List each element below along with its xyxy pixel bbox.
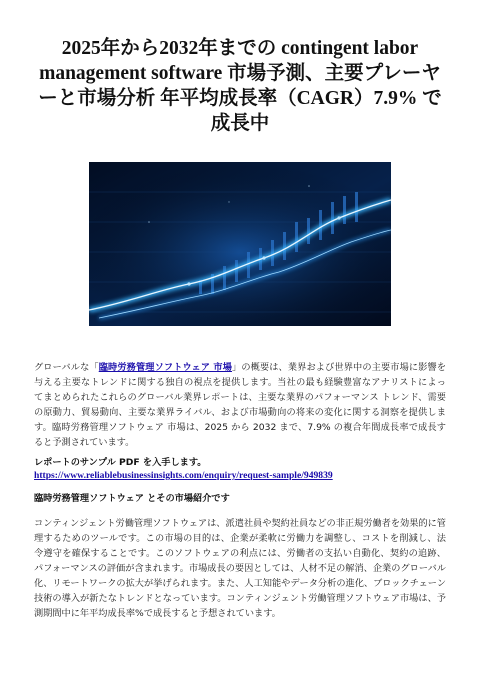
sample-pdf-heading: レポートのサンプル PDF を入手します。 xyxy=(34,457,207,468)
hero-image-growth-chart xyxy=(89,162,391,326)
intro-text-before-link: グローバルな「 xyxy=(34,362,99,373)
sample-request-link[interactable]: https://www.reliablebusinessinsights.com/enquiry/request-sample/949839 xyxy=(34,470,333,481)
intro-text-after-link: 」の概要は、業界および世界中の主要市場に影響を与える主要なトレンドに関する独自の視点を提供します。当社の最も経験豊富なアナリストによってまとめられたこれらのグローバル業界レポートは、主要な業界のパフォーマンス トレンド、需要の原動力、貿易動向、主要な業界ライバル、および市場動向の将来の変化に関する洞察を提供します。臨時労務管理ソフトウェア 市場は、2025 から 2032 まで、7.9% の複合年間成長率で成長すると予測されています。 xyxy=(34,362,447,448)
section-heading: 臨時労務管理ソフトウェア とその市場紹介です xyxy=(34,493,230,504)
section-body-paragraph: コンティンジェント労働管理ソフトウェアは、派遣社員や契約社員などの非正規労働者を効果的に管理するためのツールです。この市場の目的は、企業が柔軟に労働力を調整し、コストを削減し、法令遵守を確保することです。このソフトウェアの利点には、労働者の支払い自動化、契約の追跡、パフォーマンスの評価が含まれます。市場成長の要因としては、人材不足の解消、企業のグローバル化、リモートワークの拡大が挙げられます。また、人工知能やデータ分析の進化、ブロックチェーン技術の導入が新たなトレンドとなっています。コンティンジェント労働管理ソフトウェア市場は、予測期間中に年平均成長率%で成長すると予想されています。 xyxy=(34,518,446,619)
market-report-link[interactable]: 臨時労務管理ソフトウェア 市場 xyxy=(98,362,233,373)
document-title: 2025年から2032年までの contingent labor management software 市場予測、主要プレーヤーと市場分析 年平均成長率（CAGR）7.9% で成長中 xyxy=(38,38,442,134)
intro-paragraph xyxy=(34,360,446,450)
